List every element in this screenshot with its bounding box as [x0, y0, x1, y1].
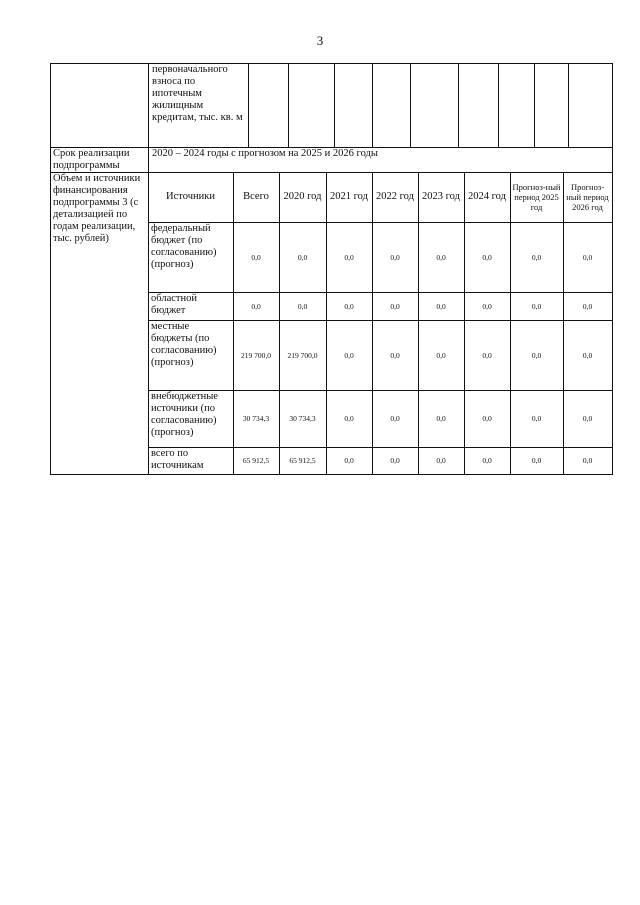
finance-value-4-1: 65 912,5: [289, 456, 316, 465]
finance-value-4-5: 0,0: [482, 456, 492, 465]
page-number: 3: [316, 33, 324, 48]
finance-value-4-3: 0,0: [390, 456, 400, 465]
finance-value-3-6: 0,0: [531, 414, 542, 423]
finance-value-0-4: 0,0: [436, 252, 446, 262]
finance-value-2-1: 219 700,0: [287, 350, 318, 360]
indicator-continuation-text: первоначального взноса по ипотечным жилищным кредитам, тыс. кв. м: [152, 64, 243, 123]
finance-value-2-2: 0,0: [344, 350, 354, 360]
finance-value-3-5: 0,0: [482, 414, 492, 423]
finance-value-3-7: 0,0: [582, 414, 593, 423]
finance-value-0-6: 0,0: [531, 252, 542, 262]
finance-header-0: Источники: [166, 191, 215, 202]
finance-value-3-3: 0,0: [390, 414, 400, 423]
finance-value-4-4: 0,0: [436, 456, 446, 465]
top-row-divider: [372, 63, 373, 147]
table-border-right: [612, 63, 613, 475]
finance-value-1-3: 0,0: [390, 301, 400, 311]
finance-value-0-2: 0,0: [344, 252, 354, 262]
top-row-divider: [410, 63, 411, 147]
finance-value-3-2: 0,0: [344, 414, 354, 423]
finance-value-1-0: 0,0: [251, 301, 261, 311]
column-divider: [148, 63, 149, 475]
finance-value-3-4: 0,0: [436, 414, 446, 423]
finance-value-2-4: 0,0: [436, 350, 446, 360]
table-border-left: [50, 63, 51, 475]
finance-value-4-6: 0,0: [531, 456, 542, 465]
finance-header-2: 2020 год: [283, 191, 322, 202]
top-row-divider: [288, 63, 289, 147]
finance-value-4-0: 65 912,5: [242, 456, 270, 465]
finance-source-4: всего по источникам: [151, 448, 204, 471]
finance-value-2-7: 0,0: [582, 350, 593, 360]
finance-value-0-1: 0,0: [297, 252, 308, 262]
finance-source-1: областной бюджет: [151, 293, 197, 316]
finance-source-3: внебюджетные источники (по согласованию) (прогноз): [151, 391, 218, 438]
finance-value-2-6: 0,0: [531, 350, 542, 360]
top-row-divider: [248, 63, 249, 147]
finance-value-2-3: 0,0: [390, 350, 400, 360]
table-border-top: [50, 63, 613, 64]
finance-source-2: местные бюджеты (по согласованию) (прогноз): [151, 321, 217, 368]
term-label: Срок реализации подпрограммы: [53, 148, 130, 171]
finance-header-7: Прогноз-ный период 2025 год: [512, 182, 561, 212]
top-row-divider: [458, 63, 459, 147]
finance-value-1-5: 0,0: [482, 301, 492, 311]
finance-value-0-0: 0,0: [251, 252, 261, 262]
finance-header-4: 2022 год: [376, 191, 414, 202]
finance-header-5: 2023 год: [422, 191, 460, 202]
finance-value-1-1: 0,0: [297, 301, 308, 311]
finance-source-0: федеральный бюджет (по согласованию) (прогноз): [151, 223, 217, 270]
finance-value-3-1: 30 734,3: [289, 414, 316, 423]
term-value: 2020 – 2024 годы с прогнозом на 2025 и 2026 годы: [152, 148, 378, 159]
finance-header-3: 2021 год: [330, 191, 368, 202]
finance-header-1: Всего: [243, 191, 269, 202]
table-border-bottom: [50, 474, 613, 475]
finance-header-8: Прогноз-ный период 2026 год: [566, 182, 609, 212]
top-row-divider: [534, 63, 535, 147]
finance-value-4-2: 0,0: [344, 456, 354, 465]
top-row-divider: [498, 63, 499, 147]
finance-value-2-0: 219 700,0: [241, 350, 271, 360]
finance-label: Объем и источники финансирования подпрограммы 3 (с детализацией по годам реализации, тыс. рублей): [53, 173, 141, 244]
top-row-divider: [568, 63, 569, 147]
finance-value-1-4: 0,0: [436, 301, 446, 311]
finance-header-6: 2024 год: [468, 191, 506, 202]
finance-value-2-5: 0,0: [482, 350, 492, 360]
finance-value-1-2: 0,0: [344, 301, 354, 311]
finance-value-0-7: 0,0: [582, 252, 593, 262]
finance-value-3-0: 30 734,3: [242, 414, 270, 423]
finance-value-1-6: 0,0: [531, 301, 542, 311]
finance-value-1-7: 0,0: [582, 301, 593, 311]
finance-value-0-5: 0,0: [482, 252, 492, 262]
top-row-divider: [334, 63, 335, 147]
finance-value-0-3: 0,0: [390, 252, 400, 262]
finance-value-4-7: 0,0: [582, 456, 593, 465]
